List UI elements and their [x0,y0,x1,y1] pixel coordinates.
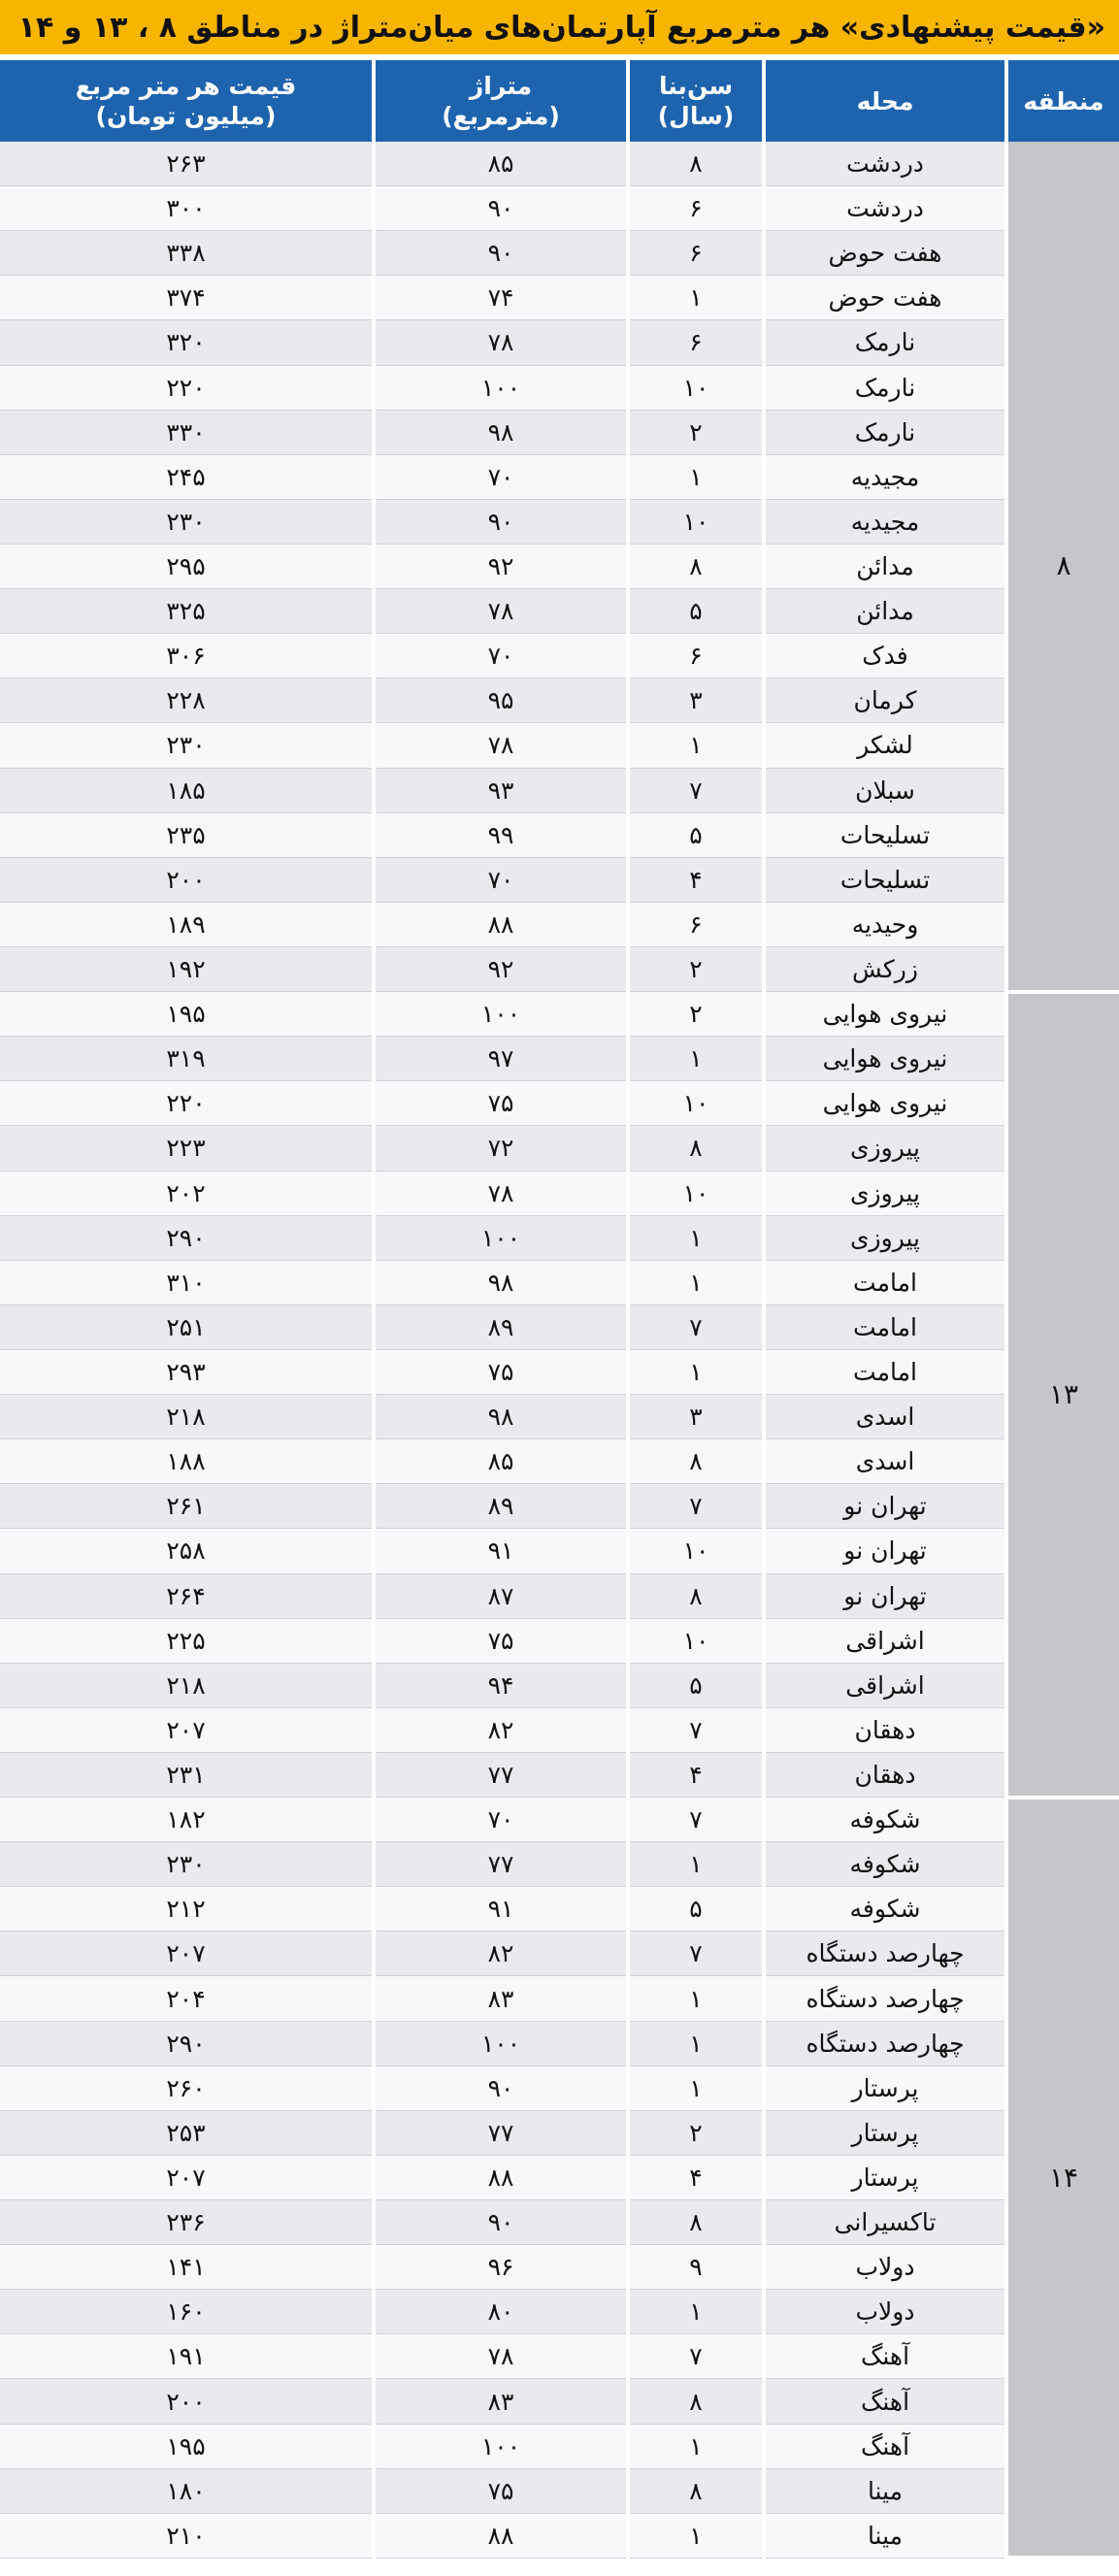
area-cell: ۸۲ [374,1932,628,1976]
price-cell: ۳۱۹ [0,1037,374,1081]
area-cell: ۸۹ [374,1484,628,1529]
neighborhood-cell: مینا [764,2468,1006,2513]
area-cell: ۸۳ [374,2379,628,2424]
area-cell: ۹۹ [374,812,628,857]
area-cell: ۸۰ [374,2290,628,2334]
neighborhood-cell: نارمک [764,410,1006,454]
header-district [1006,60,1119,142]
neighborhood-cell: شکوفه [764,1887,1006,1932]
table-row [0,1081,1119,1126]
neighborhood-cell: مجیدیه [764,454,1006,499]
age-cell: ۱۰ [628,1081,764,1126]
price-cell: ۱۶۰ [0,2290,374,2334]
age-cell: ۳ [628,1395,764,1439]
age-cell: ۸ [628,1126,764,1171]
age-cell: ۶ [628,186,764,231]
table-row [0,678,1119,723]
age-cell: ۱ [628,1842,764,1887]
area-cell: ۹۲ [374,544,628,588]
neighborhood-cell: امامت [764,1305,1006,1349]
age-cell: ۶ [628,902,764,946]
age-cell: ۷ [628,1932,764,1976]
area-cell: ۷۰ [374,634,628,678]
area-cell: ۷۵ [374,1349,628,1394]
age-cell: ۴ [628,2155,764,2199]
age-cell: ۳ [628,678,764,723]
neighborhood-cell: مدائن [764,544,1006,588]
table-row [0,2290,1119,2334]
price-cell: ۲۶۱ [0,1484,374,1529]
neighborhood-cell: آهنگ [764,2424,1006,2468]
table-row [0,2021,1119,2065]
age-cell: ۸ [628,142,764,186]
price-cell: ۱۸۰ [0,2468,374,2513]
district-cell: ۱۳ [1006,992,1119,1798]
neighborhood-cell: تسلیحات [764,812,1006,857]
neighborhood-cell: تاکسیرانی [764,2200,1006,2245]
table-row [0,1439,1119,1484]
table-row [0,454,1119,499]
table-row [0,902,1119,946]
area-cell: ۷۰ [374,857,628,902]
table-row [0,946,1119,991]
area-cell: ۹۰ [374,231,628,276]
age-cell: ۸ [628,544,764,588]
price-cell: ۲۹۵ [0,544,374,588]
price-cell: ۲۶۴ [0,1573,374,1618]
table-row [0,589,1119,634]
price-cell: ۲۲۰ [0,1081,374,1126]
neighborhood-cell: پیروزی [764,1171,1006,1215]
area-cell: ۹۰ [374,499,628,544]
neighborhood-cell: هفت حوض [764,231,1006,276]
table-row [0,410,1119,454]
area-cell: ۷۵ [374,1081,628,1126]
age-cell: ۱ [628,1976,764,2021]
age-cell: ۱ [628,2513,764,2558]
neighborhood-cell: اسدی [764,1395,1006,1439]
table-row [0,1618,1119,1663]
table-row [0,2110,1119,2155]
neighborhood-cell: تهران نو [764,1573,1006,1618]
area-cell: ۷۵ [374,1618,628,1663]
table-row [0,634,1119,678]
age-cell: ۱ [628,1349,764,1394]
age-cell: ۷ [628,1305,764,1349]
age-cell: ۲ [628,946,764,991]
header-area-unit: (مترمربع) [442,102,560,130]
neighborhood-cell: دهقان [764,1707,1006,1752]
neighborhood-cell: نیروی هوایی [764,1081,1006,1126]
area-cell: ۷۲ [374,1126,628,1171]
price-cell: ۲۲۳ [0,1126,374,1171]
price-cell: ۲۶۰ [0,2065,374,2110]
price-cell: ۲۵۳ [0,2110,374,2155]
table-row [0,2468,1119,2513]
table-row [0,2065,1119,2110]
neighborhood-cell: اسدی [764,1439,1006,1484]
table-row [0,1798,1119,1842]
price-cell: ۲۹۳ [0,1349,374,1394]
neighborhood-cell: چهارصد دستگاه [764,2021,1006,2065]
price-cell: ۳۰۶ [0,634,374,678]
neighborhood-cell: زرکش [764,946,1006,991]
price-cell: ۲۳۵ [0,812,374,857]
area-cell: ۷۰ [374,454,628,499]
price-cell: ۲۱۰ [0,2513,374,2558]
neighborhood-cell: سبلان [764,768,1006,812]
neighborhood-cell: فدک [764,634,1006,678]
header-area-label: متراژ [469,72,533,100]
age-cell: ۱۰ [628,365,764,410]
table-row [0,1752,1119,1797]
area-cell: ۱۰۰ [374,1215,628,1260]
age-cell: ۱۰ [628,1618,764,1663]
neighborhood-cell: اشراقی [764,1663,1006,1707]
area-cell: ۹۵ [374,678,628,723]
price-cell: ۱۸۵ [0,768,374,812]
price-cell: ۳۲۵ [0,589,374,634]
age-cell: ۷ [628,1484,764,1529]
header-price-label: قیمت هر متر مربع [75,72,297,100]
price-cell: ۳۲۰ [0,320,374,365]
table-row [0,1171,1119,1215]
header-area [374,60,628,142]
neighborhood-cell: تهران نو [764,1529,1006,1573]
table-row [0,1707,1119,1752]
price-cell: ۱۴۱ [0,2245,374,2290]
table-row [0,2245,1119,2290]
area-cell: ۷۷ [374,1842,628,1887]
area-cell: ۹۱ [374,1887,628,1932]
area-cell: ۹۰ [374,186,628,231]
price-cell: ۲۹۰ [0,1215,374,1260]
age-cell: ۵ [628,1663,764,1707]
table-row [0,1887,1119,1932]
header-age [628,60,764,142]
price-cell: ۲۲۸ [0,678,374,723]
neighborhood-cell: لشکر [764,723,1006,768]
age-cell: ۱ [628,2065,764,2110]
header-price [0,60,374,142]
title-bar [0,0,1119,54]
neighborhood-cell: مینا [764,2513,1006,2558]
table-row [0,1037,1119,1081]
area-cell: ۹۳ [374,768,628,812]
price-cell: ۱۹۵ [0,992,374,1037]
price-cell: ۱۹۵ [0,2424,374,2468]
age-cell: ۷ [628,1798,764,1842]
price-cell: ۲۰۰ [0,2379,374,2424]
age-cell: ۱ [628,276,764,320]
price-cell: ۲۳۱ [0,1752,374,1797]
header-age-label: سن‌بنا [658,72,734,100]
neighborhood-cell: پرستار [764,2065,1006,2110]
price-cell: ۲۰۰ [0,857,374,902]
age-cell: ۶ [628,634,764,678]
area-cell: ۱۰۰ [374,2424,628,2468]
table-row [0,1573,1119,1618]
table-row [0,1260,1119,1305]
price-cell: ۳۱۰ [0,1260,374,1305]
neighborhood-cell: نیروی هوایی [764,992,1006,1037]
price-cell: ۲۲۵ [0,1618,374,1663]
table-row [0,2334,1119,2379]
age-cell: ۱ [628,2021,764,2065]
age-cell: ۸ [628,2200,764,2245]
price-cell: ۲۰۷ [0,1707,374,1752]
table-row [0,2424,1119,2468]
age-cell: ۴ [628,857,764,902]
table-row [0,2200,1119,2245]
age-cell: ۱۰ [628,1529,764,1573]
table-row [0,1663,1119,1707]
price-cell: ۲۱۲ [0,1887,374,1932]
neighborhood-cell: تسلیحات [764,857,1006,902]
price-cell: ۱۹۲ [0,946,374,991]
area-cell: ۹۰ [374,2200,628,2245]
table-row [0,1484,1119,1529]
area-cell: ۸۷ [374,1573,628,1618]
neighborhood-cell: وحیدیه [764,902,1006,946]
price-cell: ۱۸۸ [0,1439,374,1484]
area-cell: ۸۵ [374,142,628,186]
table-row [0,1215,1119,1260]
neighborhood-cell: پیروزی [764,1126,1006,1171]
area-cell: ۹۴ [374,1663,628,1707]
neighborhood-cell: امامت [764,1260,1006,1305]
price-cell: ۳۰۰ [0,186,374,231]
area-cell: ۷۷ [374,2110,628,2155]
age-cell: ۸ [628,2468,764,2513]
price-cell: ۱۸۲ [0,1798,374,1842]
neighborhood-cell: آهنگ [764,2379,1006,2424]
header-neighborhood [764,60,1006,142]
price-cell: ۲۵۸ [0,1529,374,1573]
age-cell: ۱۰ [628,499,764,544]
area-cell: ۸۲ [374,1707,628,1752]
table-row [0,1305,1119,1349]
price-cell: ۳۳۰ [0,410,374,454]
price-cell: ۲۰۴ [0,1976,374,2021]
area-cell: ۷۷ [374,1752,628,1797]
price-cell: ۲۳۰ [0,723,374,768]
area-cell: ۱۰۰ [374,365,628,410]
table-row [0,1932,1119,1976]
area-cell: ۷۸ [374,589,628,634]
age-cell: ۶ [628,320,764,365]
area-cell: ۹۲ [374,946,628,991]
neighborhood-cell: آهنگ [764,2334,1006,2379]
neighborhood-cell: دردشت [764,186,1006,231]
price-table [0,60,1119,2559]
area-cell: ۱۰۰ [374,992,628,1037]
age-cell: ۱ [628,2424,764,2468]
table-row [0,2155,1119,2199]
price-cell: ۲۳۰ [0,1842,374,1887]
area-cell: ۸۵ [374,1439,628,1484]
header-row [0,60,1119,142]
price-cell: ۲۰۷ [0,2155,374,2199]
table-row [0,1395,1119,1439]
price-cell: ۲۱۸ [0,1395,374,1439]
price-cell: ۲۶۳ [0,142,374,186]
neighborhood-cell: شکوفه [764,1798,1006,1842]
table-body [0,142,1119,2558]
age-cell: ۶ [628,231,764,276]
price-cell: ۳۳۸ [0,231,374,276]
table-row [0,544,1119,588]
price-cell: ۲۲۰ [0,365,374,410]
table-row [0,812,1119,857]
area-cell: ۱۰۰ [374,2021,628,2065]
price-cell: ۲۰۷ [0,1932,374,1976]
header-age-unit: (سال) [657,102,735,130]
district-cell: ۱۴ [1006,1798,1119,2559]
age-cell: ۱ [628,454,764,499]
age-cell: ۸ [628,1573,764,1618]
table-row [0,365,1119,410]
table-row [0,186,1119,231]
age-cell: ۱۰ [628,1171,764,1215]
age-cell: ۱ [628,723,764,768]
age-cell: ۵ [628,1887,764,1932]
price-cell: ۳۷۴ [0,276,374,320]
area-cell: ۷۸ [374,723,628,768]
price-cell: ۱۸۹ [0,902,374,946]
table-row [0,2513,1119,2558]
area-cell: ۹۶ [374,2245,628,2290]
age-cell: ۷ [628,2334,764,2379]
area-cell: ۹۰ [374,2065,628,2110]
table-row [0,1126,1119,1171]
table-row [0,276,1119,320]
table-row [0,231,1119,276]
area-cell: ۷۰ [374,1798,628,1842]
table-row [0,2379,1119,2424]
age-cell: ۲ [628,992,764,1037]
table-row [0,723,1119,768]
area-cell: ۷۴ [374,276,628,320]
neighborhood-cell: امامت [764,1349,1006,1394]
neighborhood-cell: دردشت [764,142,1006,186]
price-cell: ۲۵۱ [0,1305,374,1349]
table-row [0,857,1119,902]
area-cell: ۸۸ [374,2513,628,2558]
district-cell: ۸ [1006,142,1119,992]
age-cell: ۱ [628,1260,764,1305]
price-cell: ۱۹۱ [0,2334,374,2379]
area-cell: ۹۸ [374,1395,628,1439]
table-row [0,499,1119,544]
age-cell: ۸ [628,2379,764,2424]
neighborhood-cell: نارمک [764,365,1006,410]
neighborhood-cell: نارمک [764,320,1006,365]
area-cell: ۹۷ [374,1037,628,1081]
table-row [0,1529,1119,1573]
neighborhood-cell: دولاب [764,2290,1006,2334]
area-cell: ۹۸ [374,1260,628,1305]
age-cell: ۹ [628,2245,764,2290]
neighborhood-cell: اشراقی [764,1618,1006,1663]
neighborhood-cell: مجیدیه [764,499,1006,544]
header-district-label: منطقه [1023,86,1104,116]
neighborhood-cell: دهقان [764,1752,1006,1797]
header-price-unit: (میلیون تومان) [95,102,277,130]
age-cell: ۵ [628,812,764,857]
area-cell: ۸۹ [374,1305,628,1349]
area-cell: ۹۱ [374,1529,628,1573]
table-row [0,142,1119,186]
neighborhood-cell: پرستار [764,2110,1006,2155]
age-cell: ۱ [628,1215,764,1260]
area-cell: ۷۸ [374,1171,628,1215]
header-neighborhood-label: محله [856,86,914,116]
table-row [0,320,1119,365]
price-cell: ۲۳۰ [0,499,374,544]
age-cell: ۱ [628,1037,764,1081]
table-row [0,768,1119,812]
neighborhood-cell: پیروزی [764,1215,1006,1260]
area-cell: ۷۸ [374,2334,628,2379]
neighborhood-cell: دولاب [764,2245,1006,2290]
age-cell: ۸ [628,1439,764,1484]
table-row [0,992,1119,1037]
age-cell: ۲ [628,410,764,454]
age-cell: ۷ [628,1707,764,1752]
table-row [0,1976,1119,2021]
age-cell: ۲ [628,2110,764,2155]
neighborhood-cell: کرمان [764,678,1006,723]
neighborhood-cell: تهران نو [764,1484,1006,1529]
area-cell: ۸۳ [374,1976,628,2021]
neighborhood-cell: هفت حوض [764,276,1006,320]
area-cell: ۷۵ [374,2468,628,2513]
area-cell: ۹۸ [374,410,628,454]
page-title: «قیمت پیشنهادی» هر مترمربع آپارتمان‌های میان‌متراژ در مناطق ۸ ، ۱۳ و ۱۴ [17,10,1105,45]
age-cell: ۷ [628,768,764,812]
neighborhood-cell: شکوفه [764,1842,1006,1887]
table-row [0,1349,1119,1394]
area-cell: ۸۸ [374,2155,628,2199]
neighborhood-cell: چهارصد دستگاه [764,1932,1006,1976]
price-cell: ۲۹۰ [0,2021,374,2065]
price-cell: ۲۴۵ [0,454,374,499]
age-cell: ۵ [628,589,764,634]
price-cell: ۲۳۶ [0,2200,374,2245]
neighborhood-cell: پرستار [764,2155,1006,2199]
age-cell: ۴ [628,1752,764,1797]
neighborhood-cell: چهارصد دستگاه [764,1976,1006,2021]
neighborhood-cell: مدائن [764,589,1006,634]
price-cell: ۲۱۸ [0,1663,374,1707]
price-cell: ۲۰۲ [0,1171,374,1215]
table-row [0,1842,1119,1887]
age-cell: ۱ [628,2290,764,2334]
area-cell: ۸۸ [374,902,628,946]
area-cell: ۷۸ [374,320,628,365]
neighborhood-cell: نیروی هوایی [764,1037,1006,1081]
